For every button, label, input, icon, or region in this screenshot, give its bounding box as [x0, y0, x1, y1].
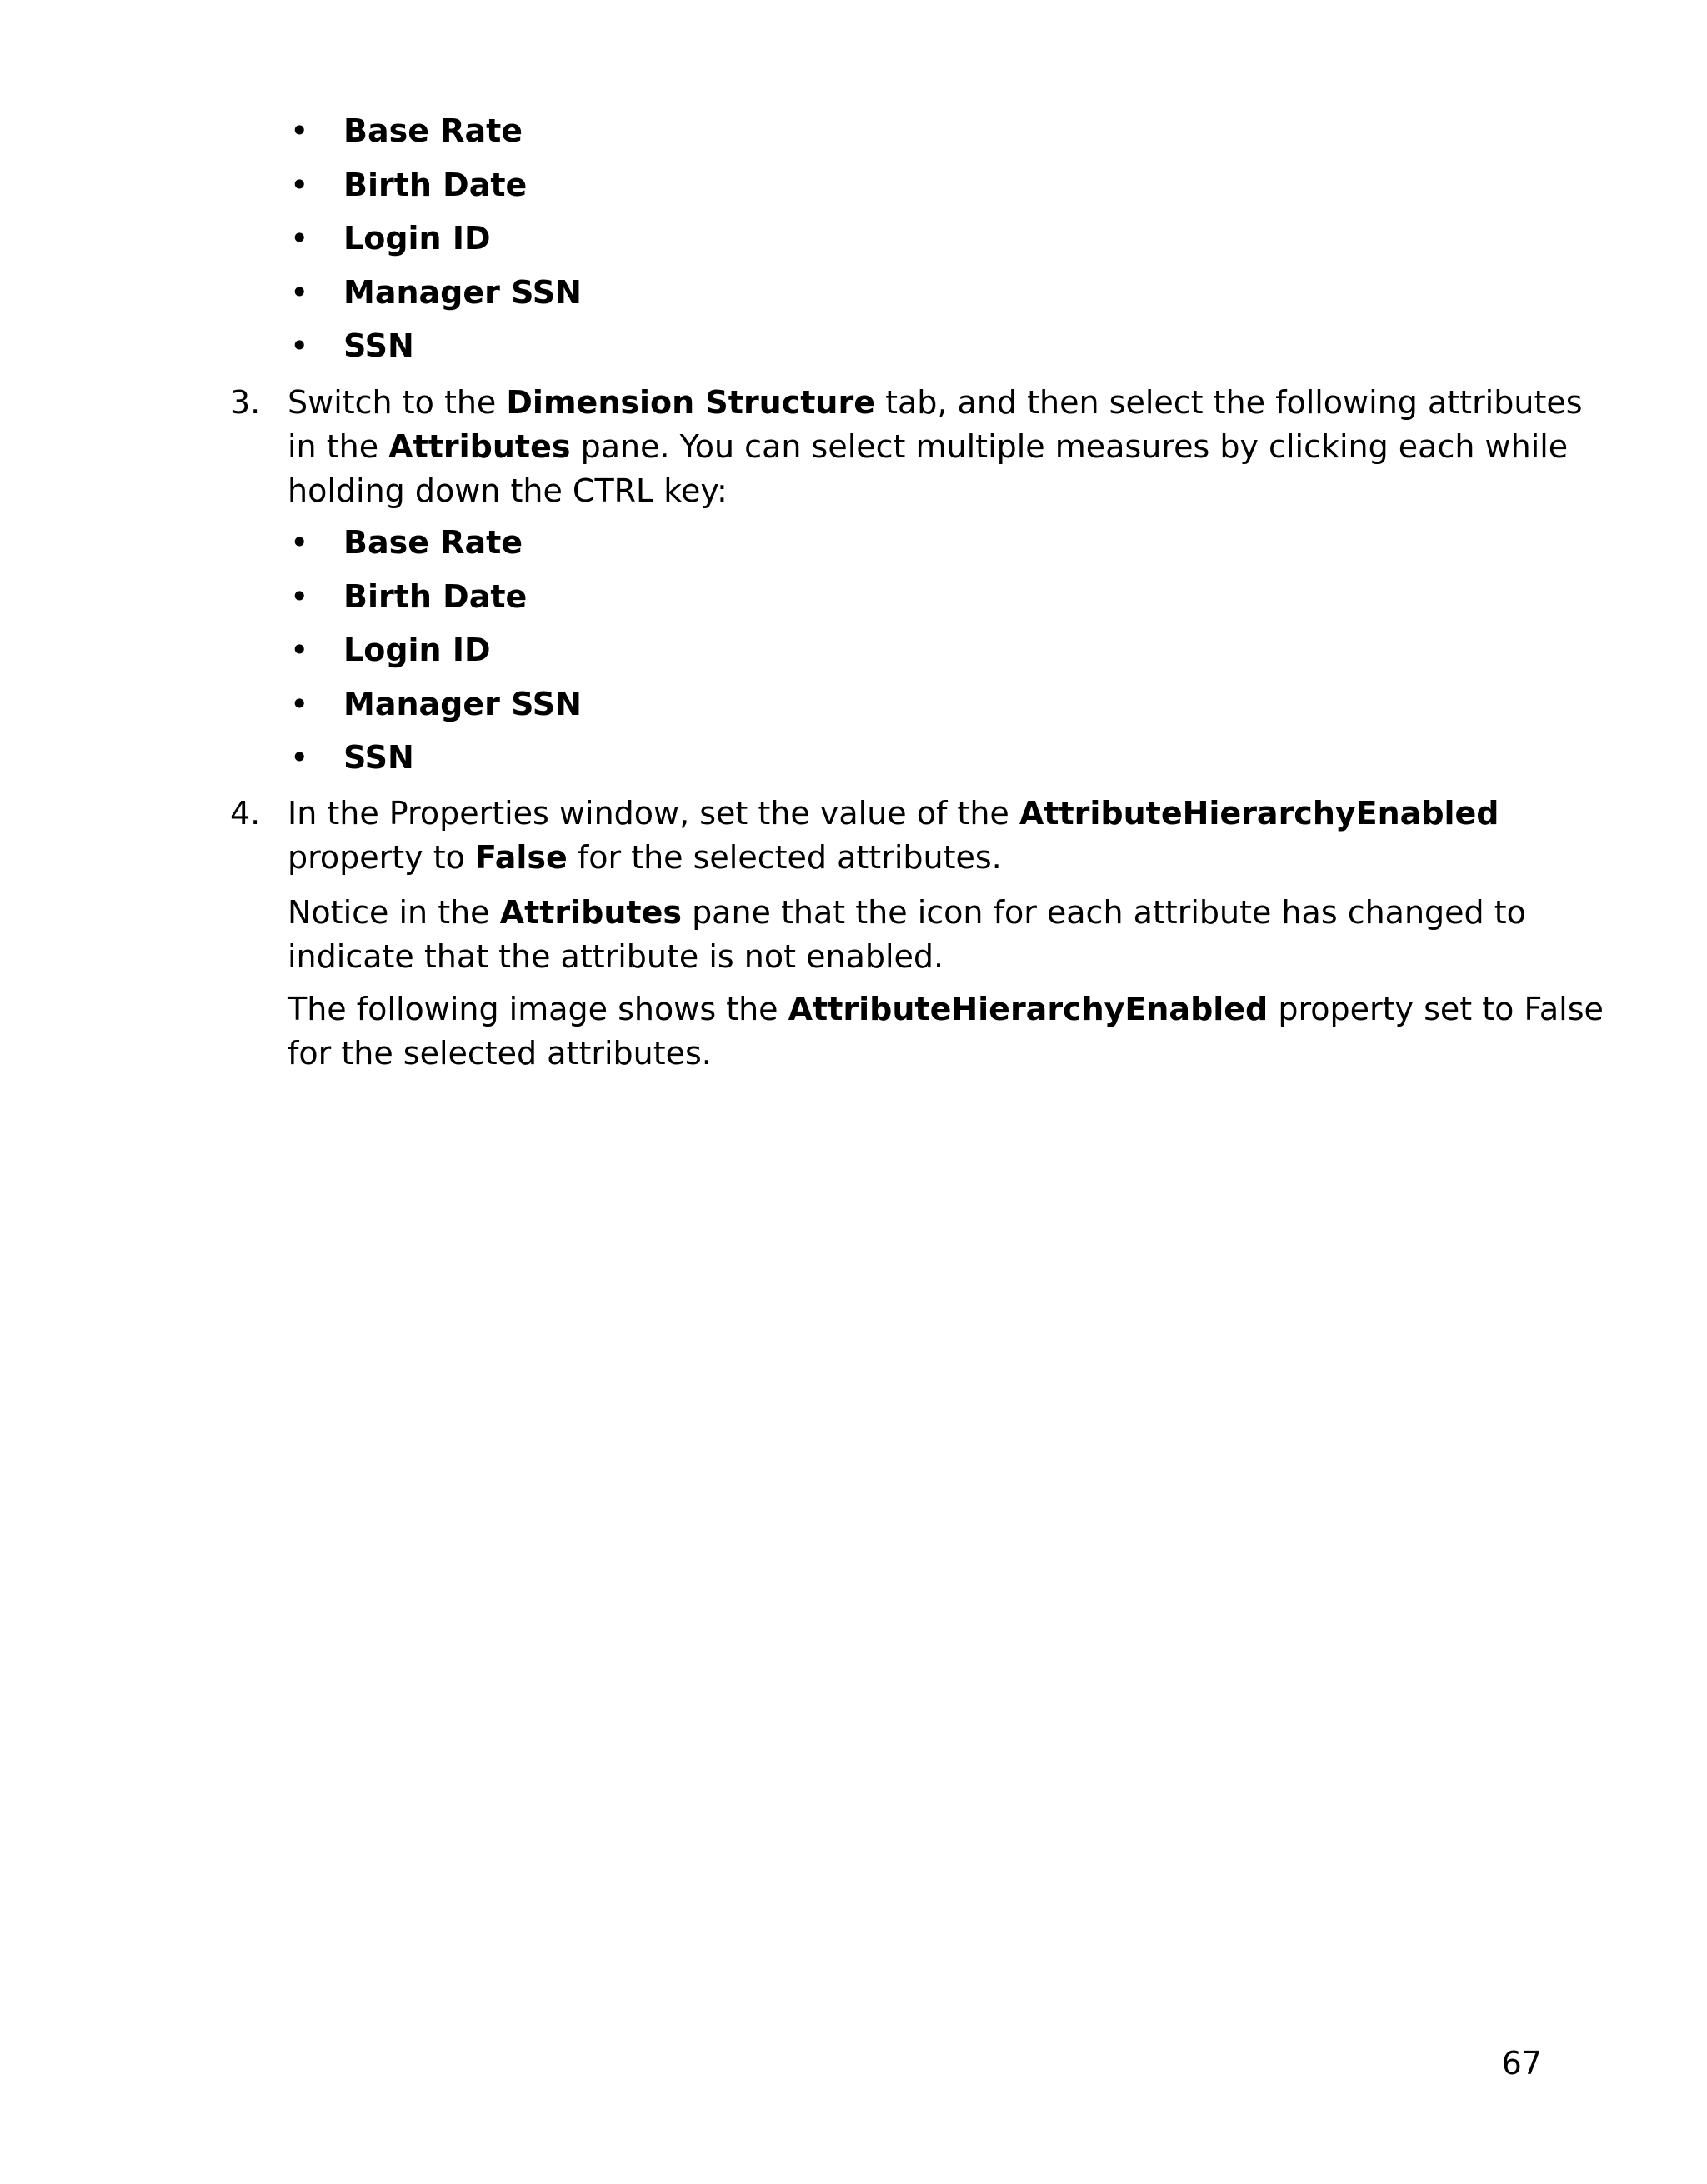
bold-term: Attributes	[499, 894, 682, 931]
text-run: tab, and then select the following attributes	[875, 384, 1583, 421]
bold-term: False	[474, 839, 568, 876]
text-run: The following image shows the	[288, 991, 788, 1027]
bullet-icon: •	[290, 685, 309, 722]
list-item-text: Birth Date	[343, 166, 528, 203]
text-run: property to	[288, 839, 475, 876]
text-run: In the Properties window, set the value of the	[288, 795, 1019, 832]
list-item-text: Manager SSN	[343, 273, 582, 311]
list-item-text: Manager SSN	[343, 685, 582, 722]
bullet-icon: •	[290, 524, 309, 561]
bullet-icon: •	[290, 112, 309, 149]
list-item-text: Base Rate	[343, 112, 523, 149]
text-line: for the selected attributes.	[288, 1035, 712, 1072]
bullet-icon: •	[290, 220, 309, 257]
list-item-text: SSN	[343, 327, 414, 364]
step-text	[288, 381, 1583, 513]
text-run: pane. You can select multiple measures by clicking each while	[570, 428, 1569, 465]
bullet-icon: •	[290, 577, 309, 615]
text-line: holding down the CTRL key:	[288, 472, 728, 509]
bold-term: Dimension Structure	[506, 384, 875, 421]
text-run: Notice in the	[288, 894, 500, 931]
step-number: 4.	[230, 795, 261, 832]
list-item-text: SSN	[343, 739, 414, 776]
text-line	[288, 836, 1554, 880]
page-number: 67	[1501, 2045, 1542, 2082]
list-item-text: Birth Date	[343, 577, 528, 615]
text-run: pane that the icon for each attribute has changed to	[681, 894, 1526, 931]
text-line	[288, 987, 1604, 1032]
step-text	[288, 792, 1554, 880]
image-note-paragraph	[288, 987, 1604, 1076]
bullet-icon: •	[290, 166, 309, 203]
text-run: Switch to the	[288, 384, 507, 421]
text-run: in the	[288, 428, 389, 465]
bold-term: AttributeHierarchyEnabled	[1019, 795, 1499, 832]
text-line	[288, 425, 1569, 469]
bold-term: Attributes	[388, 428, 571, 465]
bullet-icon: •	[290, 739, 309, 776]
bullet-icon: •	[290, 632, 309, 668]
bold-term: AttributeHierarchyEnabled	[788, 991, 1269, 1027]
text-run: property set to False	[1268, 991, 1604, 1027]
text-line	[288, 792, 1554, 836]
bullet-icon: •	[290, 327, 309, 364]
list-item-text: Login ID	[343, 220, 491, 257]
list-item-text: Login ID	[343, 632, 491, 668]
bullet-icon: •	[290, 273, 309, 311]
text-line: indicate that the attribute is not enabled.	[288, 938, 944, 975]
text-line	[288, 381, 1583, 425]
text-line	[288, 891, 1554, 935]
notice-paragraph	[288, 891, 1554, 979]
text-run: for the selected attributes.	[567, 839, 1002, 876]
list-item-text: Base Rate	[343, 524, 523, 561]
step-number: 3.	[230, 384, 261, 421]
